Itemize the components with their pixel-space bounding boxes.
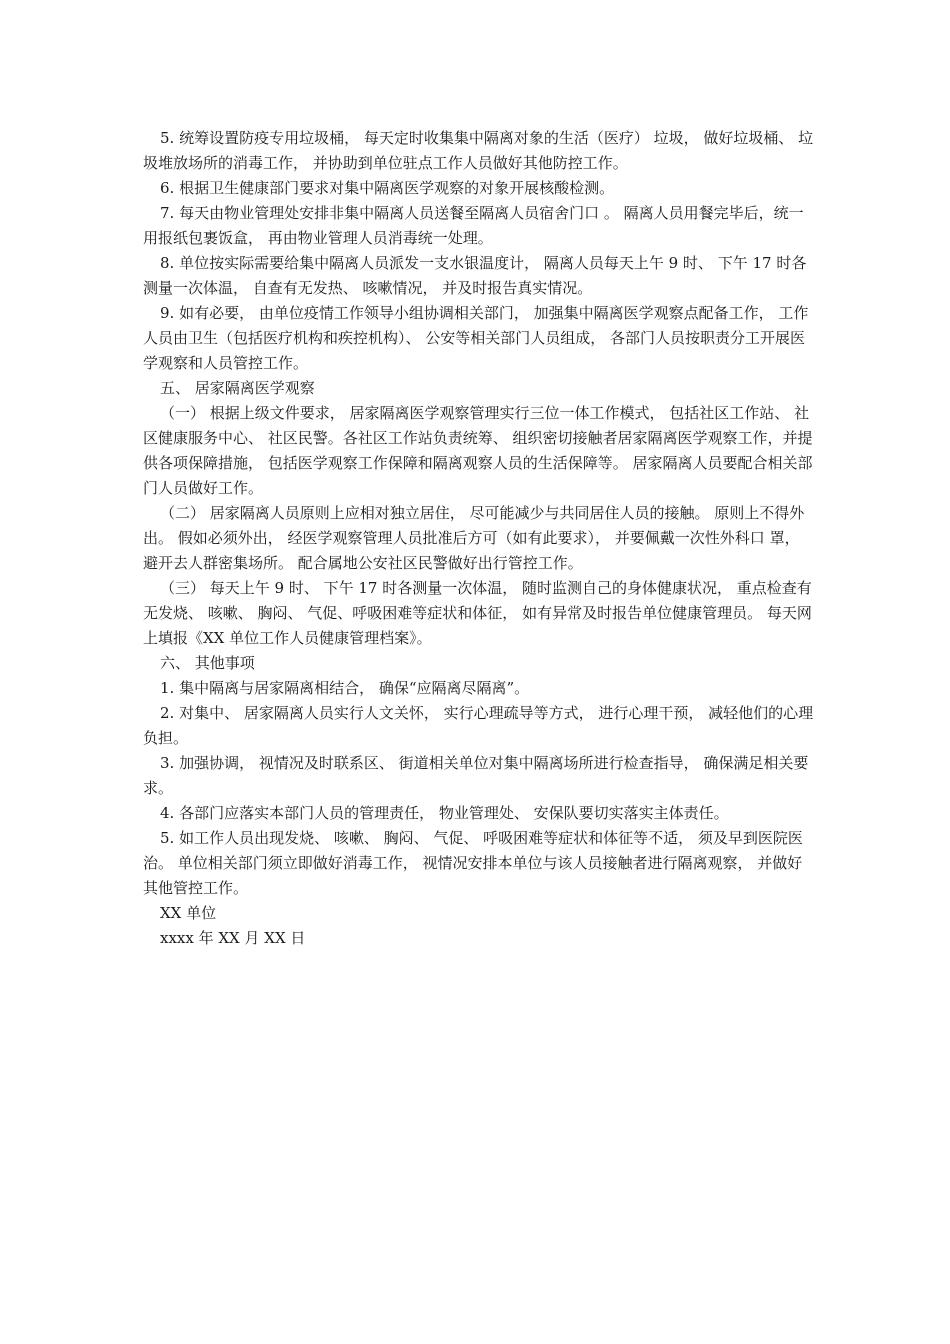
paragraph-item-7: 7. 每天由物业管理处安排非集中隔离人员送餐至隔离人员宿舍门口 。 隔离人员用餐完毕后，统一用报纸包裹饭盒， 再由物业管理人员消毒统一处理。 [143,204,804,247]
paragraph-subitem-3: （三） 每天上午 9 时、 下午 17 时各测量一次体温， 随时监测自己的身体健康状况， 重点检查有无发烧、 咳嗽、 胸闷、 气促、呼吸困难等症状和体征， 如有异常及时报告单位健康管理员。 每天网上填报《XX 单位工作人员健康管理档案》。 [143,579,812,647]
paragraph-other-1: 1. 集中隔离与居家隔离相结合， 确保“应隔离尽隔离”。 [160,679,530,697]
paragraph-other-4: 4. 各部门应落实本部门人员的管理责任， 物业管理处、 安保队要切实落实主体责任。 [160,804,729,822]
section-heading-home-isolation: 五、 居家隔离医学观察 [160,379,315,397]
signature-date: xxxx 年 XX 月 XX 日 [160,929,306,947]
paragraph-subitem-1: （一） 根据上级文件要求， 居家隔离医学观察管理实行三位一体工作模式， 包括社区工作站、 社区健康服务中心、 社区民警。各社区工作站负责统筹、 组织密切接触者居家隔离医学观察工作，并提供各项保障措施， 包括医学观察工作保障和隔离观察人员的生活保障等。 居家隔离人员要配合相关部门人员做好工作。 [143,404,813,497]
paragraph-other-2: 2. 对集中、 居家隔离人员实行人文关怀， 实行心理疏导等方式， 进行心理干预， 减轻他们的心理负担。 [143,704,814,747]
paragraph-item-5: 5. 统筹设置防疫专用垃圾桶， 每天定时收集集中隔离对象的生活（医疗） 垃圾， 做好垃圾桶、 垃圾堆放场所的消毒工作， 并协助到单位驻点工作人员做好其他防控工作。 [143,129,814,172]
signature-unit: XX 单位 [160,904,217,922]
paragraph-other-5: 5. 如工作人员出现发烧、 咳嗽、 胸闷、 气促、 呼吸困难等症状和体征等不适， 须及早到医院医治。 单位相关部门须立即做好消毒工作， 视情况安排本单位与该人员接触者进行隔离观察， 并做好其他管控工作。 [143,829,803,897]
paragraph-other-3: 3. 加强协调， 视情况及时联系区、 街道相关单位对集中隔离场所进行检查指导， 确保满足相关要求。 [143,754,809,797]
paragraph-item-9: 9. 如有必要， 由单位疫情工作领导小组协调相关部门， 加强集中隔离医学观察点配备工作， 工作人员由卫生（包括医疗机构和疾控机构）、 公安等相关部门人员组成， 各部门人员按职责分工开展医学观察和人员管控工作。 [143,304,809,372]
paragraph-item-6: 6. 根据卫生健康部门要求对集中隔离医学观察的对象开展核酸检测。 [160,179,615,197]
paragraph-subitem-2: （二） 居家隔离人员原则上应相对独立居住， 尽可能减少与共同居住人员的接触。 原则上不得外出。 假如必须外出， 经医学观察管理人员批准后方可（如有此要求）， 并要佩戴一次性外科口 罩， 避开去人群密集场所。 配合属地公安社区民警做好出行管控工作。 [143,504,805,572]
paragraph-item-8: 8. 单位按实际需要给集中隔离人员派发一支水银温度计， 隔离人员每天上午 9 时、 下午 17 时各测量一次体温， 自查有无发热、 咳嗽情况， 并及时报告真实情况。 [143,254,807,297]
section-heading-other-matters: 六、 其他事项 [160,654,255,672]
